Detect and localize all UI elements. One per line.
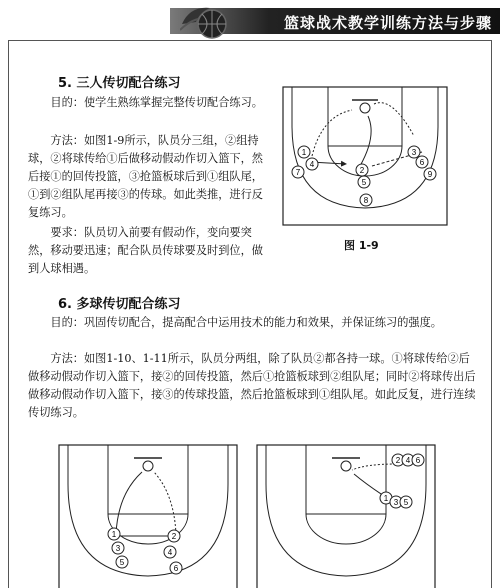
page-header	[0, 0, 500, 40]
frame-top	[8, 40, 492, 41]
svg-text:1: 1	[301, 148, 307, 157]
svg-text:3: 3	[393, 498, 399, 507]
svg-text:2: 2	[359, 166, 365, 175]
frame-right	[491, 40, 492, 588]
figure-1-11-diagram	[256, 444, 436, 588]
svg-text:3: 3	[115, 544, 121, 553]
svg-text:1: 1	[111, 530, 117, 539]
section5-title: 5. 三人传切配合练习	[58, 76, 181, 91]
section6-title: 6. 多球传切配合练习	[58, 297, 181, 312]
figure-1-9-caption: 图 1-9	[344, 239, 379, 252]
svg-text:7: 7	[295, 168, 301, 177]
svg-text:1: 1	[383, 494, 389, 503]
svg-text:2: 2	[171, 532, 177, 541]
header-title: 篮球战术教学训练方法与步骤	[283, 14, 492, 32]
section5-requirement: 要求：队员切入前要有假动作，变向要突然，移动要迅速；配合队员传球要及时到位，做到人球相遇。	[28, 226, 263, 275]
svg-text:5: 5	[361, 178, 367, 187]
figure-1-10-diagram	[58, 444, 238, 588]
figure-1-9-diagram	[282, 86, 448, 226]
section6-purpose: 目的：巩固传切配合，提高配合中运用技术的能力和效果，并保证练习的强度。	[50, 316, 442, 329]
svg-text:4: 4	[405, 456, 411, 465]
svg-text:6: 6	[419, 158, 425, 167]
section5-method: 方法：如图1-9所示，队员分三组，②组持球，②将球传给①后做移动假动作切入篮下，然后接①的回传投篮，③抢篮板球后到①组队尾，①到②组队尾再接③的传球。如此类推，进行反复练习。	[28, 134, 263, 219]
section6-method: 方法：如图1-10、1-11所示，队员分两组，除了队员②都各持一球。①将球传给②后做移动假动作切入篮下，接②的回传投篮，然后①抢篮板球到②组队尾；同时②将球传出后做移动假动作切入篮下，接③的传球投篮，然后抢篮板球到①组队尾。如此反复，进行连续传切练习。	[28, 352, 476, 419]
svg-text:5: 5	[403, 498, 409, 507]
svg-text:6: 6	[415, 456, 421, 465]
svg-text:3: 3	[411, 148, 417, 157]
svg-text:4: 4	[309, 160, 315, 169]
svg-text:5: 5	[119, 558, 125, 567]
svg-text:9: 9	[427, 170, 433, 179]
svg-text:2: 2	[395, 456, 401, 465]
basketball-icon	[180, 2, 228, 40]
section5-purpose: 目的：使学生熟练掌握完整传切配合练习。	[50, 96, 263, 109]
frame-left	[8, 40, 9, 588]
svg-text:4: 4	[167, 548, 173, 557]
svg-text:8: 8	[363, 196, 369, 205]
svg-text:6: 6	[173, 564, 179, 573]
